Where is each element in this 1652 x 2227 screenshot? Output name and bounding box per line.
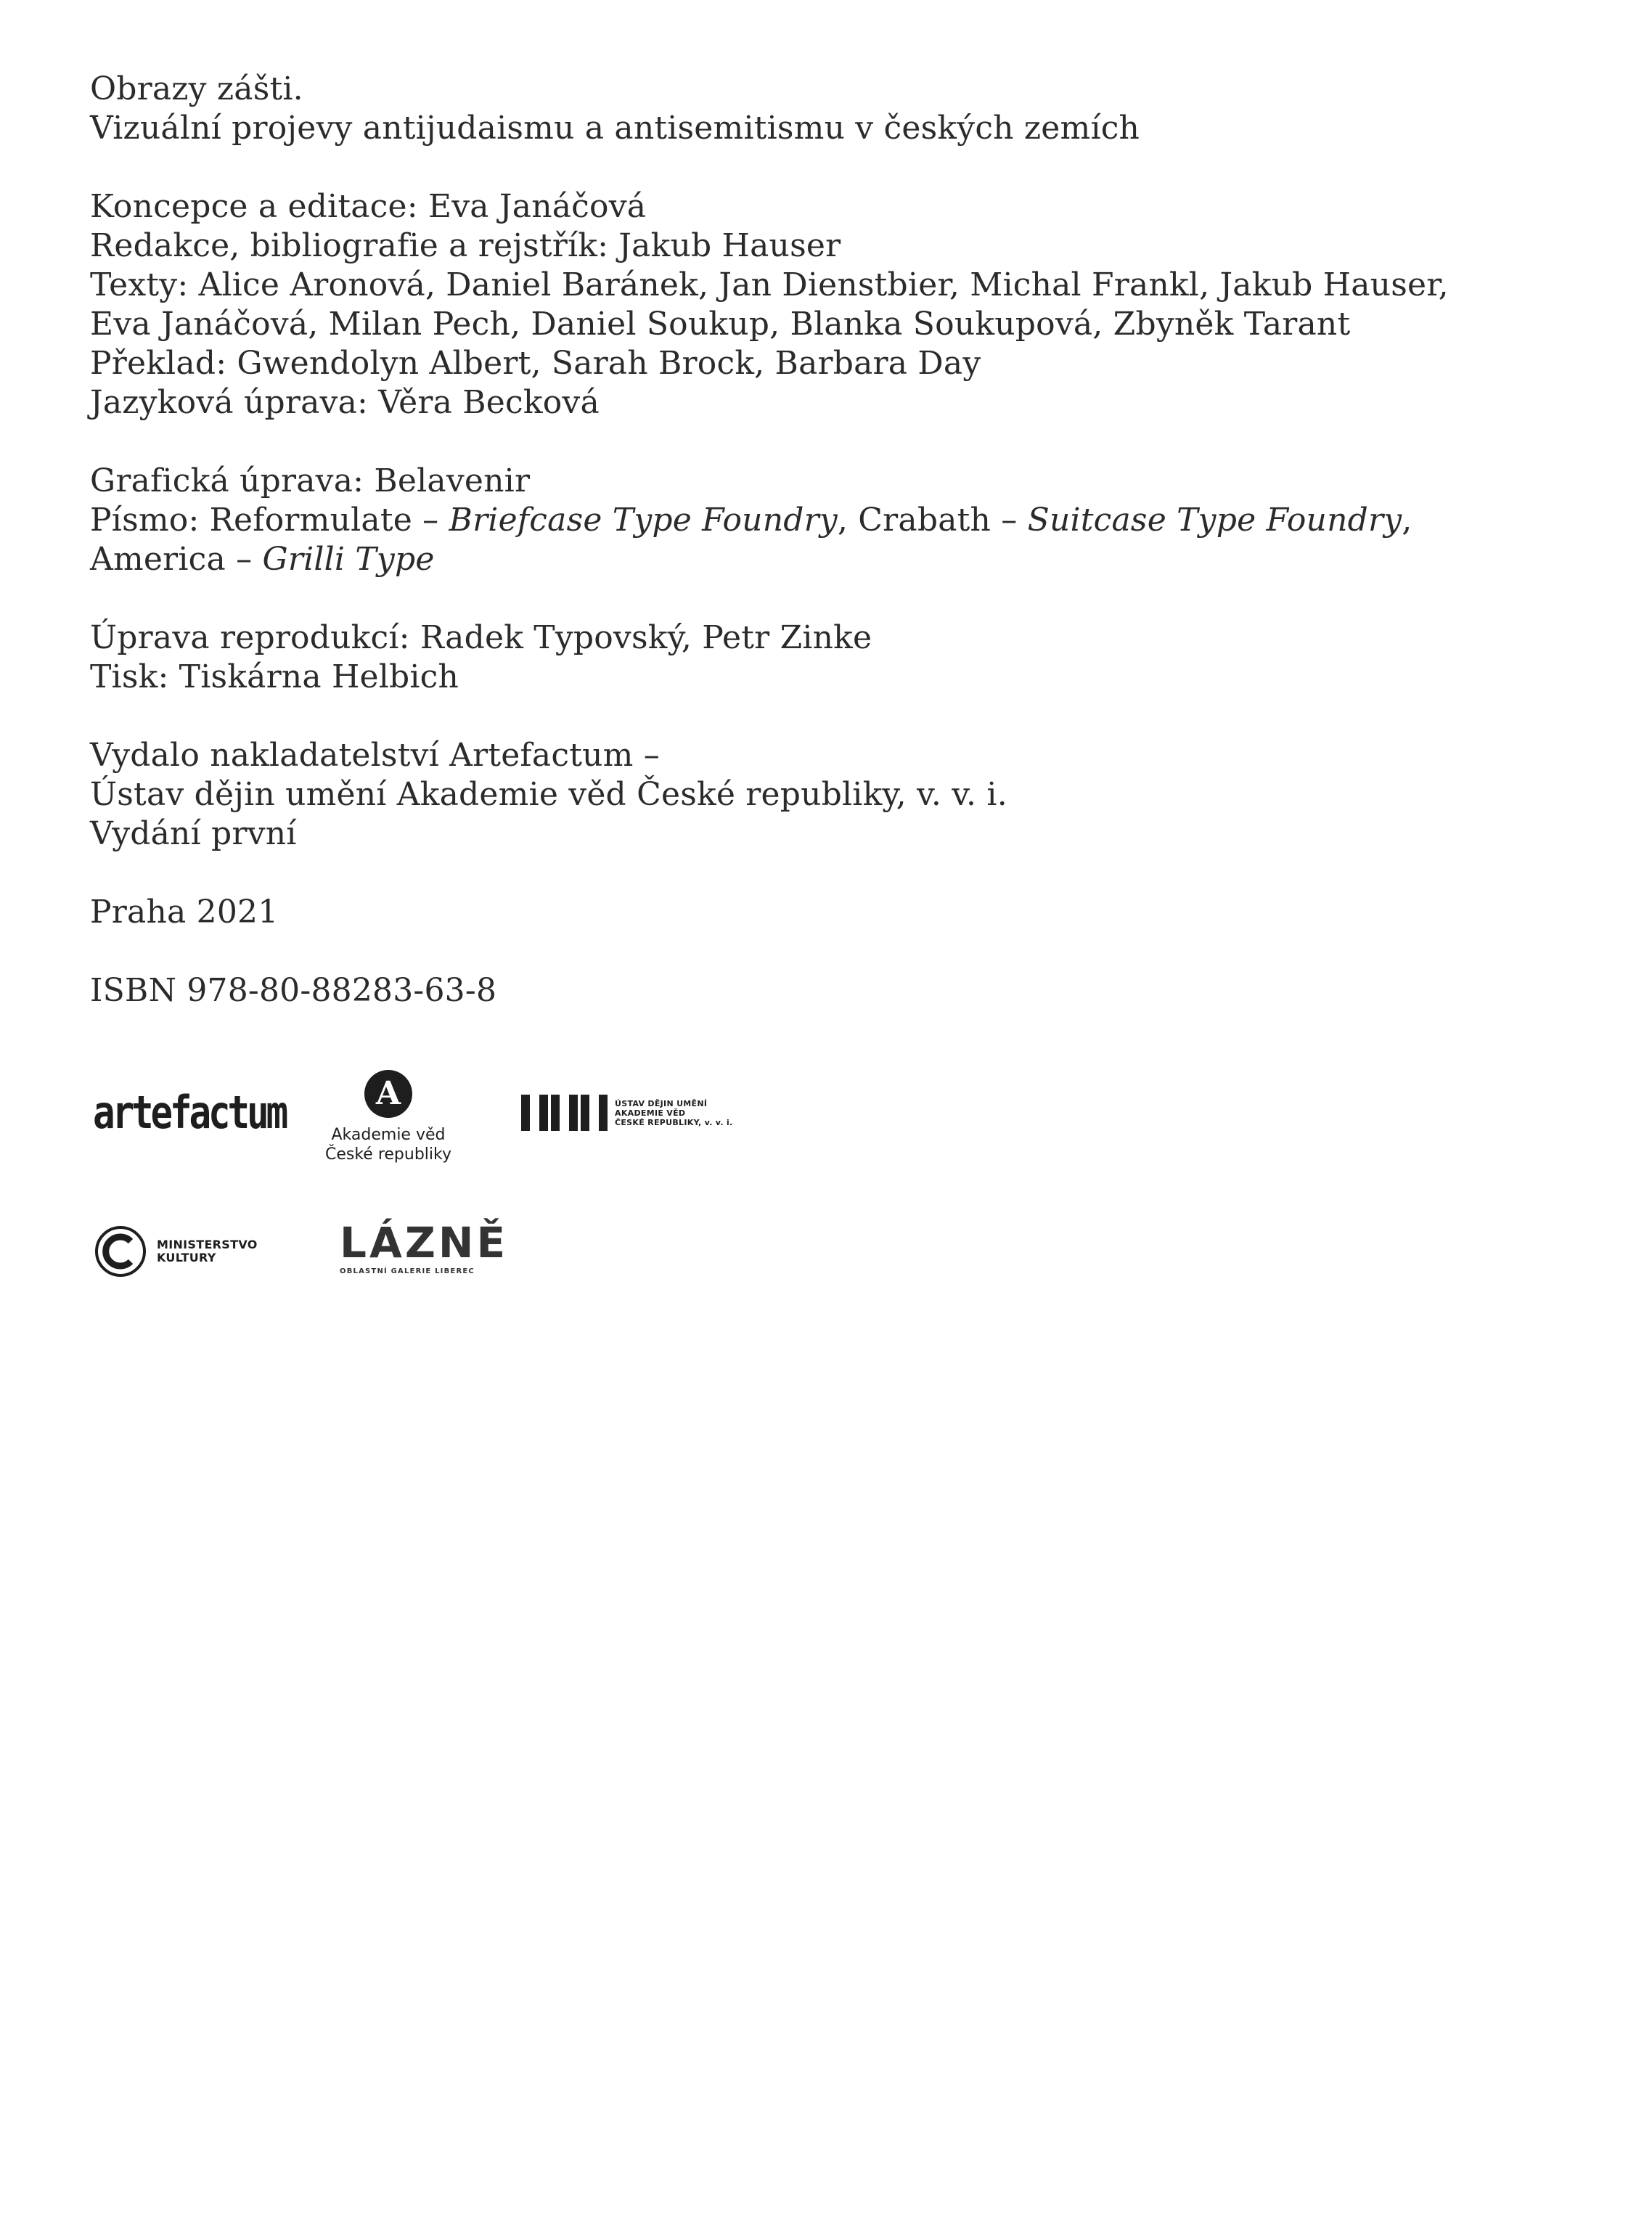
publisher-line-2: Ústav dějin umění Akademie věd České republiky, v. v. i. xyxy=(90,776,1007,813)
credit-translation: Překlad: Gwendolyn Albert, Sarah Brock, Barbara Day xyxy=(90,345,981,382)
ministerstvo-kultury-mark-icon xyxy=(94,1225,147,1278)
font-foundry-grilli: Grilli Type xyxy=(262,541,435,578)
mk-text-1: MINISTERSTVO xyxy=(157,1238,258,1251)
colophon xyxy=(90,70,1542,1050)
place-year: Praha 2021 xyxy=(90,894,279,931)
akademie-ved-text-1: Akademie věd xyxy=(331,1126,446,1144)
design-block xyxy=(90,462,1542,579)
akademie-ved-mark-icon: A xyxy=(364,1070,412,1118)
credit-reproduction: Úprava reprodukcí: Radek Typovský, Petr Zinke xyxy=(90,619,872,656)
place-year-block xyxy=(90,893,1542,932)
credits-block xyxy=(90,187,1542,422)
credit-print: Tisk: Tiskárna Helbich xyxy=(90,658,459,695)
isbn-block xyxy=(90,971,1542,1010)
credit-proofreading: Jazyková úprava: Věra Becková xyxy=(90,384,600,421)
font-end: , xyxy=(1402,502,1412,539)
udu-logo xyxy=(521,1095,733,1131)
credit-texts-2: Eva Janáčová, Milan Pech, Daniel Soukup, Blanka Soukupová, Zbyněk Tarant xyxy=(90,306,1351,343)
ministerstvo-kultury-logo xyxy=(94,1225,258,1278)
publisher-block xyxy=(90,736,1542,854)
udu-text xyxy=(615,1099,733,1127)
credit-fonts-line-2 xyxy=(90,540,1542,579)
book-title: Obrazy zášti. xyxy=(90,70,303,107)
font-foundry-briefcase: Briefcase Type Foundry xyxy=(449,502,838,539)
title-block xyxy=(90,70,1542,148)
ministerstvo-kultury-text xyxy=(157,1238,258,1264)
udu-text-1: ÚSTAV DĚJIN UMĚNÍ xyxy=(615,1098,708,1108)
udu-text-3: ČESKÉ REPUBLIKY, v. v. i. xyxy=(615,1117,733,1127)
artefactum-logo xyxy=(93,1086,285,1139)
akademie-ved-logo xyxy=(319,1070,457,1164)
credit-fonts-line-1 xyxy=(90,501,1542,540)
udu-text-2: AKADEMIE VĚD xyxy=(615,1108,686,1118)
font-prefix: Písmo: Reformulate – xyxy=(90,502,449,539)
font-line2-prefix: America – xyxy=(90,541,263,578)
credit-editing: Redakce, bibliografie a rejstřík: Jakub Hauser xyxy=(90,227,841,264)
isbn: ISBN 978-80-88283-63-8 xyxy=(90,972,497,1009)
lazne-logo xyxy=(340,1218,509,1276)
publisher-line-1: Vydalo nakladatelství Artefactum – xyxy=(90,737,660,774)
akademie-ved-text-2: České republiky xyxy=(324,1145,451,1164)
lazne-subtitle: OBLASTNÍ GALERIE LIBEREC xyxy=(340,1267,475,1275)
artefactum-wordmark: artefactum xyxy=(93,1086,286,1139)
credit-concept: Koncepce a editace: Eva Janáčová xyxy=(90,188,647,225)
font-foundry-suitcase: Suitcase Type Foundry xyxy=(1027,502,1402,539)
font-mid: , Crabath – xyxy=(837,502,1028,539)
mk-text-2: KULTURY xyxy=(157,1251,216,1264)
lazne-wordmark: LÁZNĚ xyxy=(340,1218,509,1267)
production-block xyxy=(90,618,1542,697)
udu-mark-icon xyxy=(521,1095,608,1131)
edition: Vydání první xyxy=(90,815,297,852)
credit-texts-1: Texty: Alice Aronová, Daniel Baránek, Jan Dienstbier, Michal Frankl, Jakub Hauser, xyxy=(90,266,1449,303)
book-subtitle: Vizuální projevy antijudaismu a antisemitismu v českých zemích xyxy=(90,110,1140,147)
credit-graphic-design: Grafická úprava: Belavenir xyxy=(90,462,531,499)
